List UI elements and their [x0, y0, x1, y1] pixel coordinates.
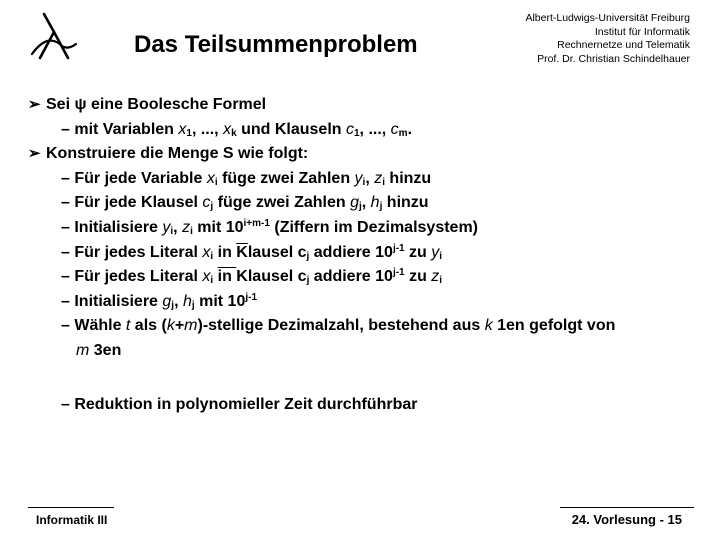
text-part: – Reduktion in polynomieller Zeit durchführbar — [61, 395, 418, 413]
text-part: , h — [174, 292, 192, 310]
text-part: hinzu — [382, 194, 429, 212]
text-part: – Für jedes Literal x — [61, 243, 211, 261]
institution-line: Institut für Informatik — [594, 25, 690, 38]
text-part: , z — [173, 218, 191, 236]
text-part: m 3en — [76, 341, 122, 359]
text-part: zu z — [404, 268, 440, 286]
text-part: . — [407, 120, 413, 138]
superscript: j-1 — [392, 267, 405, 279]
subscript: j — [171, 299, 175, 311]
subscript: i — [214, 176, 218, 188]
subscript: i — [210, 275, 214, 287]
subscript: j — [379, 201, 383, 213]
subscript: i — [170, 225, 174, 237]
superscript: j-1 — [245, 291, 258, 303]
institution-line: Albert-Ludwigs-Universität Freiburg — [525, 12, 690, 24]
text-part: , ..., c — [359, 120, 399, 138]
subscript: k — [231, 127, 237, 139]
subscript: j — [358, 201, 362, 213]
subscript: j — [306, 250, 310, 262]
footer-divider-left — [28, 507, 114, 508]
subscript: i — [210, 250, 214, 262]
text-part: zu y — [404, 243, 440, 261]
subbullet-choose-t-continuation — [28, 339, 700, 364]
text-part: – mit Variablen x — [61, 120, 187, 138]
bullet-construct — [28, 142, 700, 167]
subscript: 1 — [186, 127, 192, 139]
subbullet-variables — [28, 118, 700, 143]
bullet-text: Konstruiere die Menge S wie folgt: — [46, 145, 309, 163]
institution-block — [525, 12, 690, 66]
footer-slide-number: 24. Vorlesung - 15 — [571, 512, 682, 527]
text-part: hinzu — [384, 169, 432, 187]
text-part: – Initialisiere y — [61, 218, 171, 236]
text-part: füge zwei Zahlen g — [213, 194, 359, 212]
subscript: j — [306, 275, 310, 287]
bullet-text: Sei ψ eine Boolesche Formel — [46, 96, 267, 113]
footer-course: Informatik III — [36, 513, 108, 527]
text-part: , h — [361, 194, 380, 212]
subbullet-choose-t — [28, 314, 700, 339]
text-part: – Für jede Klausel c — [61, 194, 211, 212]
subbullet-reduction — [28, 393, 700, 418]
superscript: i+m-1 — [243, 217, 270, 229]
subscript: i — [190, 225, 193, 237]
text-part: – Wähle t als (k+m)-stellige Dezimalzahl, bestehend aus k 1en gefolgt von — [61, 317, 616, 335]
superscript: j-1 — [392, 242, 405, 254]
spacer — [28, 364, 700, 393]
institution-line: Prof. Dr. Christian Schindelhauer — [537, 52, 690, 65]
text-part: – Für jedes Literal x — [61, 268, 211, 286]
text-part: (Ziffern im Dezimalsystem) — [269, 218, 478, 236]
bullet-formula — [28, 93, 700, 118]
slide-title: Das Teilsummenproblem — [134, 31, 418, 58]
subscript: i — [439, 250, 443, 262]
text-part: und Klauseln c — [236, 120, 354, 138]
text-part: mit 10 — [194, 292, 246, 310]
subscript: i — [382, 176, 385, 188]
footer-divider-right — [560, 507, 694, 508]
slide-content — [28, 93, 700, 417]
text-part: in $\overline{K}lausel$ c — [213, 243, 307, 261]
arrow-bullet-icon: ➢ — [28, 145, 41, 163]
arrow-bullet-icon: ➢ — [28, 96, 41, 113]
text-part: füge zwei Zahlen y — [217, 169, 363, 187]
subbullet-clause-numbers — [28, 191, 700, 216]
subscript: 1 — [353, 127, 360, 139]
subscript: j — [210, 201, 214, 213]
text-part: – Für jede Variable x — [61, 169, 215, 187]
text-part: addiere 10 — [309, 243, 393, 261]
text-part: mit 10 — [192, 218, 244, 236]
subbullet-variable-numbers — [28, 167, 700, 192]
subbullet-init-gh — [28, 290, 700, 315]
subscript: j — [191, 299, 195, 311]
subbullet-literal-y — [28, 241, 700, 266]
text-part: in Klausel c — [217, 268, 307, 286]
text-part: , ..., x — [191, 120, 232, 138]
subscript: i — [439, 275, 443, 287]
text-part: addiere 10 — [309, 268, 393, 286]
subbullet-literal-z — [28, 265, 700, 290]
subscript: i — [362, 176, 366, 188]
university-logo — [28, 10, 80, 66]
text-part: , z — [365, 169, 383, 187]
institution-line: Rechnernetze und Telematik — [557, 39, 690, 51]
subscript: m — [398, 127, 408, 139]
text-part: – Initialisiere g — [61, 292, 172, 310]
subbullet-init-yz — [28, 216, 700, 241]
